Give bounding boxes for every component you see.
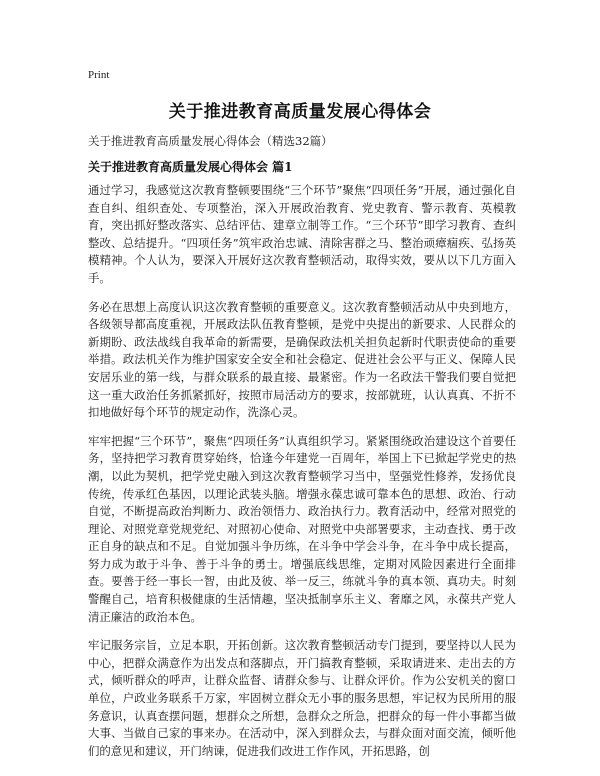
body-text [88,182,516,771]
section-heading: 关于推进教育高质量发展心得体会 篇1 [88,160,293,174]
page-title: 关于推进教育高质量发展心得体会 [168,102,432,122]
document-subtitle: 关于推进教育高质量发展心得体会（精选32篇） [88,134,333,148]
paragraph-1: 通过学习，我感觉这次教育整顿要围绕“三个环节”聚焦“四项任务”开展，通过强化自查自纠、组织查处、专项整治，深入开展政治教育、党史教育、警示教育、英模教育，突出抓好整改落实、总结评估、建章立制等工作。“三个环节”即学习教育、查纠整改、总结提升。“四项任务”筑牢政治忠诚、清除害群之马、整治顽瘴痼疾、弘扬英模精神。个人认为，要深入开展好这次教育整顿活动，取得实效，要从以下几方面入手。 [88,183,516,285]
paragraph-4: 牢记服务宗旨，立足本职，开拓创新。这次教育整顿活动专门提到，要坚持以人民为中心，把群众满意作为出发点和落脚点，开门搞教育整顿，采取请进来、走出去的方式，倾听群众的呼声，让群众监督、请群众参与、让群众评价。作为公安机关的窗口单位，户政业务联系千万家，牢固树立群众无小事的服务思想，牢记权为民所用的服务意识，认真查摆问题，想群众之所想，急群众之所急，把群众的每一件小事都当做大事、当做自己家的事来办。在活动中，深入到群众去，与群众面对面交流，倾听他们的意见和建议，开门纳谏，促进我们改进工作作风，开拓思路，创 [88,638,516,758]
print-link[interactable]: Print [88,69,110,81]
paragraph-2: 务必在思想上高度认识这次教育整顿的重要意义。这次教育整顿活动从中央到地方，各级领导都高度重视，开展政法队伍教育整顿，是党中央提出的新要求、人民群众的新期盼、政法战线自我革命的新需要，是确保政法机关担负起新时代职责使命的重要举措。政法机关作为维护国家安全安全和社会稳定、促进社会公平与正义、保障人民安居乐业的第一线，与群众联系的最直接、最紧密。作为一名政法干警我们要自觉把这一重大政治任务抓紧抓好，按照市局活动方的要求，按部就班，认认真真、不折不扣地做好每个环节的规定动作，洗涤心灵。 [88,299,516,420]
paragraph-3: 牢牢把握“三个环节”，聚焦“四项任务”认真组织学习。紧紧围绕政治建设这个首要任务，坚持把学习教育贯穿始终，恰逢今年建党一百周年，举国上下已掀起学党史的热潮，以此为契机，把学党史融入到这次教育整顿学习当中，坚强党性修养，发扬优良传统，传承红色基因，以理论武装头脑。增强永葆忠诚可靠本色的思想、政治、行动自觉，不断提高政治判断力、政治领悟力、政治执行力。教育活动中，经常对照党的理论、对照党章党规党纪、对照初心使命、对照党中央部署要求，主动查找、勇于改正自身的缺点和不足。自觉加强斗争历练，在斗争中学会斗争，在斗争中成长提高，努力成为敢于斗争、善于斗争的勇士。增强底线思维，定期对风险因素进行全面排查。要善于经一事长一智，由此及彼、举一反三，练就斗争的真本领、真功夫。时刻警醒自己，培育积极健康的生活情趣，坚决抵制享乐主义、奢靡之风，永葆共产党人清正廉洁的政治本色。 [88,433,516,624]
